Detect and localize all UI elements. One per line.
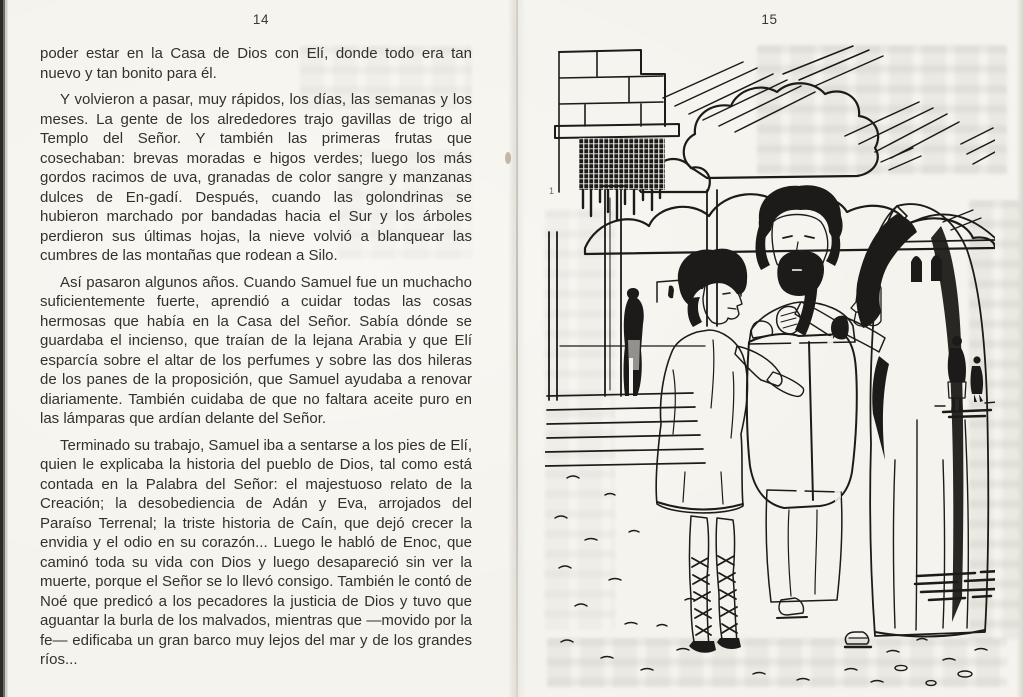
sky-hatching	[663, 46, 995, 164]
page-number-left: 14	[252, 12, 270, 27]
background-figure	[624, 288, 644, 396]
paragraph: poder estar en la Casa de Dios con Elí, donde todo era tan nuevo y tan bonito para él.	[40, 45, 472, 82]
page-right	[517, 0, 1024, 697]
steps	[545, 393, 705, 466]
scan-edge-left	[0, 0, 8, 697]
wall-shadow-block	[579, 138, 665, 190]
illustration-drawing	[545, 40, 995, 690]
cloaked-woman-head	[831, 206, 917, 352]
page-left	[8, 0, 508, 697]
scan-edge-right	[1016, 0, 1024, 697]
doorway-arch	[911, 256, 922, 282]
paragraph: Terminado su trabajo, Samuel iba a sentarse a los pies de Elí, quien le explicaba la historia del pueblo de Dios, tal como está contada en la Palabra del Señor: el majestuoso relato de la Creación; la desobediencia de Adán y Eva, arrojados del Paraíso Terrenal; la triste historia de Caín, que dejó crecer la envidia y el odio en su corazón... Luego le habló de Enoc, que caminó toda su vida con Dios y luego desapareció sin ver la muerte, porque el Señor se lo llevó consigo. También le contó de Noé que predicó a los pecadores la justicia de Dios y tuvo que aguantar la burla de los malvados, mientras que —movido por la fe— edificaba un gran barco muy lejos del mar y de los grandes ríos...	[40, 436, 472, 668]
paragraph: Así pasaron algunos años. Cuando Samuel fue un muchacho suficientemente fuerte, aprendió a cuidar todas las cosas hermosas que había en la Casa del Señor. Sabía dónde se guardaba el incienso, que traían de la lejana Arabia y que Elí esparcía sobre el altar de los perfumes y sobre las dos hileras de los panes de la proposición, que Samuel ayudaba a renovar diariamente. También cuidaba de que no faltara aceite puro en las lámparas que ardían delante del Señor.	[40, 273, 472, 427]
page-number-right: 15	[761, 12, 778, 27]
paragraph: Y volvieron a pasar, muy rápidos, los días, las semanas y los meses. La gente de los alrededores trajo gavillas de trigo al Templo del Señor. Y también las primeras frutas que cosechaban: brevas moradas e higos verdes; luego los más gordos racimos de uva, granadas de color sangre y manzanas dulces de En-gadí. Después, cuando las golondrinas se hubieron marchado por bandadas hacia el Sur y los árboles perdieron sus últimas hojas, la nieve volvió a blanquear las cumbres de las montañas que rodean a Silo.	[40, 91, 472, 264]
gutter-crease	[516, 0, 518, 697]
pebbles	[555, 476, 987, 685]
margin-mark: 1	[549, 186, 555, 196]
stone-wall	[555, 50, 679, 220]
body-text	[40, 44, 472, 677]
gutter-speck	[505, 152, 511, 164]
